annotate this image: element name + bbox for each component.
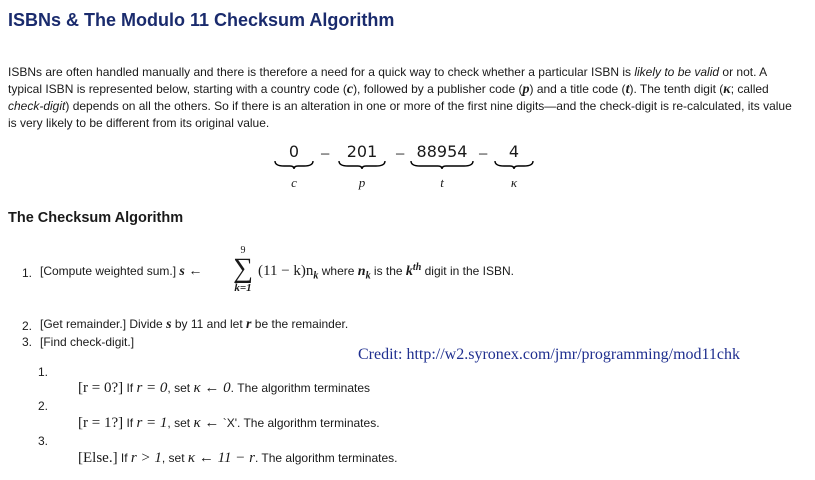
sigma-icon: ∑ <box>233 253 253 284</box>
credit-link[interactable]: Credit: http://w2.syronex.com/jmr/programming/mod11chk <box>358 346 741 363</box>
summation: 9 ∑ k=1 <box>228 245 258 295</box>
label-publisher: p <box>358 175 366 190</box>
label-title: t <box>440 175 444 190</box>
step-number: 2. <box>22 319 33 333</box>
step-3: [Find check-digit.] <box>40 335 135 349</box>
substep-number: 3. <box>38 434 49 448</box>
isbn-diagram <box>270 142 550 200</box>
underbrace-icon <box>410 160 474 170</box>
step-2: [Get remainder.] Divide s by 11 and let r be the remainder. <box>40 317 349 332</box>
substep-2: [r = 1?] If r = 1, set κ ← `X'. The algorithm terminates. <box>78 415 380 431</box>
substep-1: [r = 0?] If r = 0, set κ ← 0. The algorithm terminates <box>78 380 371 396</box>
intro-paragraph: ISBNs are often handled manually and there is therefore a need for a quick way to check whether a particular ISBN is likely to be valid or not. A typical ISBN is represented below, starting with a country code (c), followed by a publisher code (p) and a title code (t). The tenth digit (κ; called check-digit) depends on all the others. So if there is an alteration in one or more of the first nine digits—and the check-digit is re-calculated, its value is very likely to be different from its original value. <box>8 65 792 130</box>
step-1-rhs: $(11 - k)n_k$ where $n_k$ is the $k^{th}$ digit in the ISBN. <box>258 262 514 282</box>
isbn-dash: − <box>395 144 406 164</box>
isbn-country-code: 0 <box>288 142 300 161</box>
substep-3: [Else.] If r > 1, set κ ← 11 − r. The algorithm terminates. <box>78 450 398 466</box>
section-title: The Checksum Algorithm <box>8 210 184 226</box>
underbrace-icon <box>274 160 314 170</box>
isbn-check-digit: 4 <box>508 142 520 161</box>
isbn-title-code: 88954 <box>416 142 468 161</box>
substep-number: 2. <box>38 399 49 413</box>
page-title: ISBNs & The Modulo 11 Checksum Algorithm <box>8 10 395 30</box>
label-country: c <box>291 175 297 190</box>
substep-number: 1. <box>38 365 49 379</box>
label-check-digit: κ <box>510 175 518 190</box>
underbrace-icon <box>494 160 534 170</box>
step-number: 3. <box>22 335 33 349</box>
isbn-dash: − <box>478 144 489 164</box>
step-1: [Compute weighted sum.] s ← <box>40 264 203 279</box>
step-number: 1. <box>22 266 33 280</box>
underbrace-icon <box>338 160 386 170</box>
isbn-dash: − <box>320 144 331 164</box>
isbn-publisher-code: 201 <box>346 142 378 161</box>
